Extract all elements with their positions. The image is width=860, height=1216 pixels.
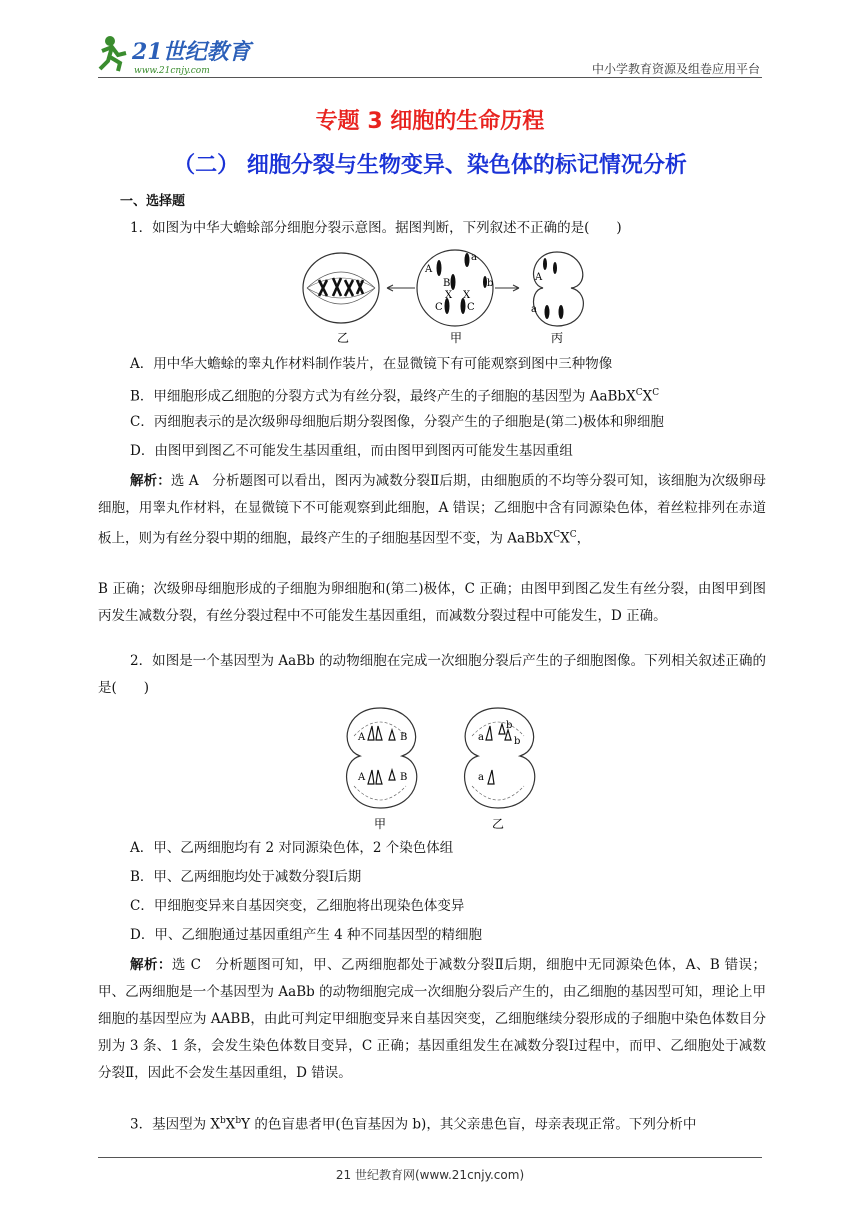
footer-text: 21 世纪教育网(www.21cnjy.com) [335,1168,525,1182]
question-1-figure [295,246,595,346]
section-heading: 一、选择题 [120,194,186,209]
svg-text:a: a [531,304,537,315]
question-1-stem: 1．如图为中华大蟾蜍部分细胞分裂示意图。据图判断，下列叙述不正确的是( ) [130,220,622,236]
page-subtitle: （二） 细胞分裂与生物变异、染色体的标记情况分析 [173,153,687,178]
svg-text:C: C [435,302,443,313]
logo-title: 21世纪教育 [132,39,251,65]
svg-text:B: B [400,772,408,783]
question-1-option-c: C．丙细胞表示的是次级卵母细胞后期分裂图像，分裂产生的子细胞是(第二)极体和卵细胞 [130,414,664,430]
question-2-option-c: C．甲细胞变异来自基因突变，乙细胞将出现染色体变异 [130,898,465,914]
chromosomes-jia-2 [368,726,395,784]
question-1-option-b: B．甲细胞形成乙细胞的分裂方式为有丝分裂，最终产生的子细胞的基因型为 $AaBbX^CX^C$ [130,388,660,405]
svg-text:A: A [358,772,366,783]
platform-name: 中小学教育资源及组卷应用平台 [591,62,760,76]
arrow-right-icon [495,285,519,291]
fig1-label-jia: 甲 [450,331,463,345]
svg-text:X: X [445,290,453,301]
fig1-label-yi: 乙 [337,331,350,345]
svg-text:a: a [471,252,477,263]
question-1-option-d: D．由图甲到图乙不可能发生基因重组，而由图甲到图丙可能发生基因重组 [130,443,573,459]
question-3-stem: 3．基因型为 $X^bX^bY$ 的色盲患者甲(色盲基因为 b)，其父亲患色盲，母亲表现正常。下列分析中 [130,1116,697,1133]
runner-logo-icon [96,33,256,75]
cell-yi-2 [465,708,535,808]
cell-bing [534,252,584,326]
question-1-option-a: A．用中华大蟾蜍的睾丸作材料制作装片，在显微镜下有可能观察到图中三种物像 [130,356,613,372]
gene-labels-bing [531,272,543,315]
svg-text:C: C [467,302,475,313]
arrow-left-icon [387,285,415,291]
question-2-stem: 2．如图是一个基因型为 AaBb 的动物细胞在完成一次细胞分裂后产生的子细胞图像。下列相关叙述正确的是( ) [98,653,766,696]
question-2-option-b: B．甲、乙两细胞均处于减数分裂Ⅰ后期 [130,869,362,885]
svg-text:A: A [358,732,366,743]
chromosomes-yi-2 [486,724,511,784]
question-1-answer-cont: B 正确；次级卵母细胞形成的子细胞为卵细胞和(第二)极体，C 正确；由图甲到图乙发生有丝分裂，由图甲到图丙发生减数分裂，有丝分裂过程中不可能发生基因重组，而减数分裂过程中可能发生，D 正确。 [98,581,766,624]
svg-text:X: X [463,290,471,301]
svg-text:b: b [506,720,513,731]
spindle-yi [307,272,375,304]
svg-text:B: B [443,278,451,289]
fig2-label-yi: 乙 [492,817,505,831]
question-2-option-d: D．甲、乙细胞通过基因重组产生 4 种不同基因型的精细胞 [130,927,482,943]
svg-text:b: b [514,736,521,747]
svg-text:a: a [478,772,484,783]
question-2-option-a: A．甲、乙两细胞均有 2 对同源染色体，2 个染色体组 [130,840,454,856]
chromosomes-yi [319,278,363,296]
svg-text:b: b [487,278,494,289]
header-divider [98,77,762,78]
svg-text:B: B [400,732,408,743]
fig1-label-bing: 丙 [551,331,564,345]
svg-text:a: a [478,732,484,743]
brand-logo [96,33,256,79]
question-2-answer: 解析：选 C 分析题图可知，甲、乙两细胞都处于减数分裂Ⅱ后期，细胞中无同源染色体，A、B 错误；甲、乙两细胞是一个基因型为 AaBb 的动物细胞完成一次细胞分裂后产生的，由乙细胞的基因型可知，理论上甲细胞的基因型应为 AABB，由此可判定甲细胞变异来自基因突变，乙细胞继续分裂形成的子细胞中染色体数目分别为 3 条、1 条，会发生染色体数目变异，C 正确；基因重组发生在减数分裂Ⅰ过程中，而甲、乙细胞处于减数分裂Ⅱ，因此不会发生基因重组，D 错误。 [98,957,766,1081]
footer-divider [98,1157,762,1158]
answer-label: 解析： [130,473,171,489]
question-2-figure [340,704,540,834]
svg-text:A: A [425,264,433,275]
answer-label-2: 解析： [130,957,172,973]
svg-text:A: A [535,272,543,283]
fig2-label-jia: 甲 [374,817,387,831]
page-title: 专题 3 细胞的生命历程 [315,109,545,134]
gene-labels-jia [424,252,493,313]
cell-jia [417,250,493,326]
cell-jia-2 [347,708,417,808]
cell-yi [303,253,379,323]
logo-url: www.21cnjy.com [134,66,210,75]
gene-labels-yi-2 [478,720,520,783]
chromosomes-bing [543,258,564,319]
question-1-answer: 解析：选 A 分析题图可以看出，图丙为减数分裂Ⅱ后期，由细胞质的不均等分裂可知，该细胞为次级卵母细胞，用睾丸作材料，在显微镜下不可能观察到此细胞，A 错误；乙细胞中含有同源染色体，着丝粒排列在赤道板上，则为有丝分裂中期的细胞，最终产生的子细胞基因型不变，为 $AaBbX^CX^C$， [98,473,767,547]
